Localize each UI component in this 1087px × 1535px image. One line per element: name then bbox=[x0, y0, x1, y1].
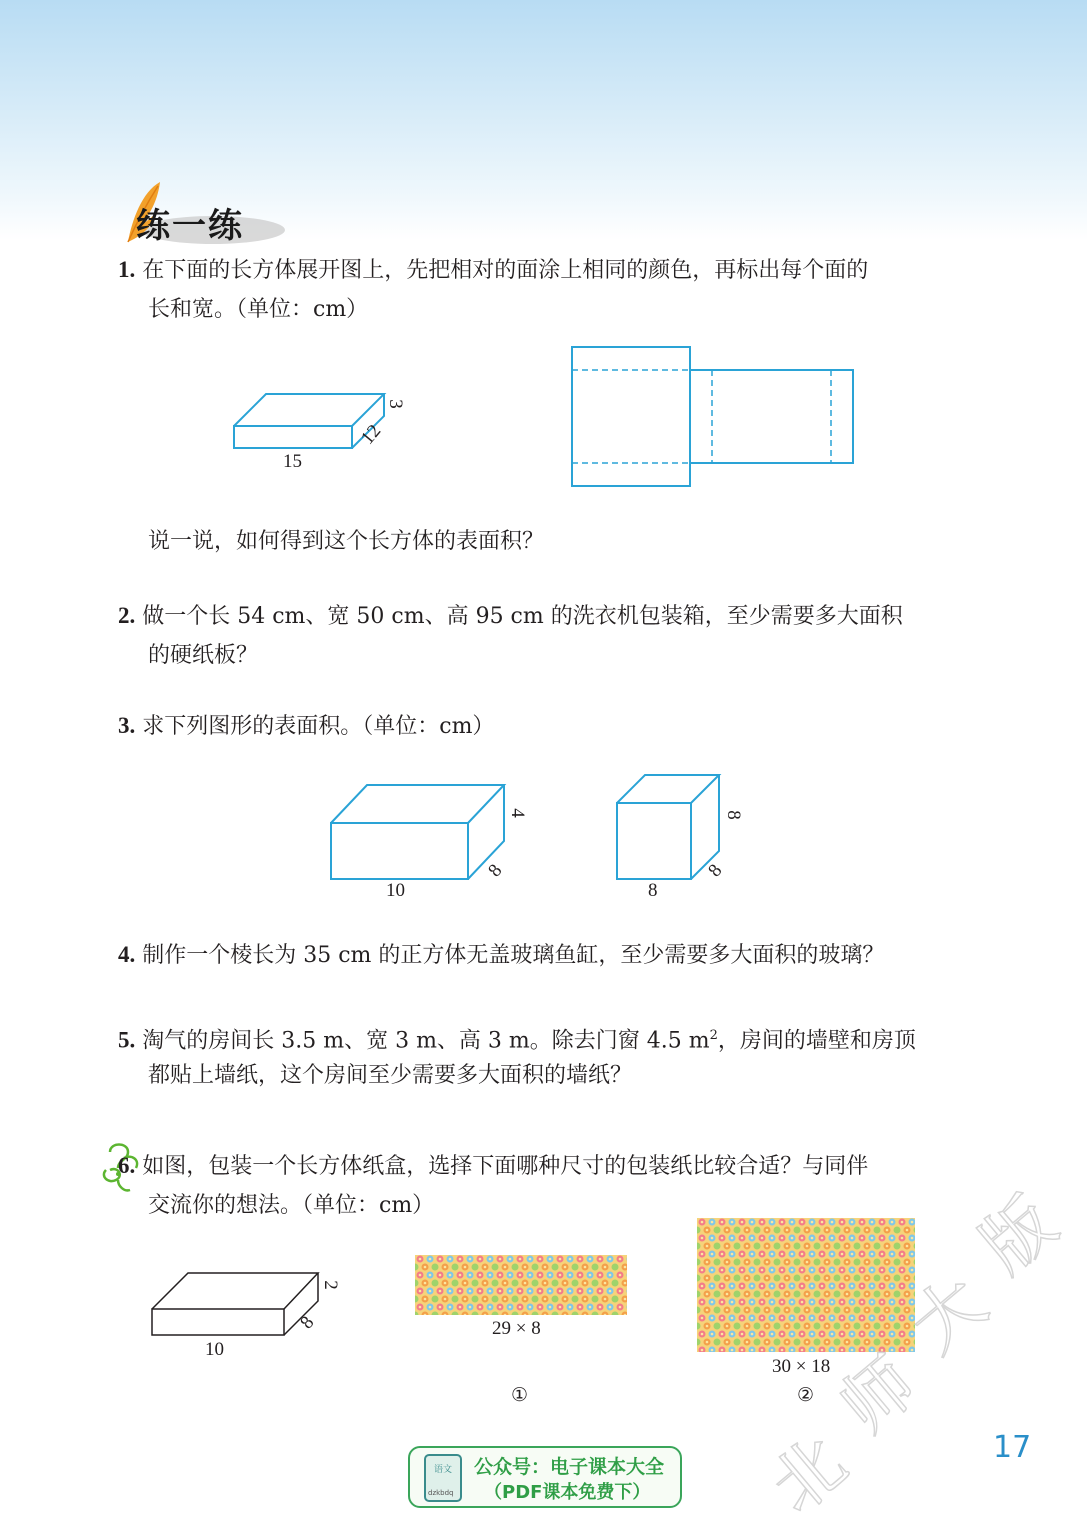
q1-length-label: 15 bbox=[283, 451, 302, 472]
book-icon bbox=[424, 1454, 462, 1502]
watermark-char-3: 大 bbox=[895, 1260, 1002, 1369]
question-1-text: 在下面的长方体展开图上，先把相对的面涂上相同的颜色，再标出每个面的 bbox=[142, 258, 869, 283]
question-5-line-1 bbox=[118, 1016, 916, 1061]
q1-net-diagram bbox=[570, 345, 860, 490]
question-5-superscript: 2 bbox=[709, 1028, 718, 1043]
question-1-number: 1. bbox=[118, 257, 136, 282]
q3-cube-length-label: 8 bbox=[648, 880, 658, 901]
banner-line-2: （PDF课本免费下） bbox=[484, 1482, 651, 1503]
question-2-line-1 bbox=[118, 596, 903, 637]
question-5-number: 5. bbox=[118, 1027, 136, 1053]
question-2-text: 做一个长 54 cm、宽 50 cm、高 95 cm 的洗衣机包装箱，至少需要多大面积 bbox=[142, 604, 903, 629]
q1-height-label: 3 bbox=[384, 399, 406, 409]
book-icon-subtext: dzkbdq bbox=[428, 1489, 454, 1497]
question-3-line-1 bbox=[118, 706, 494, 747]
q3-cuboid-diagram bbox=[329, 783, 509, 883]
q3-box-height-label: 4 bbox=[506, 808, 528, 818]
question-3-text: 求下列图形的表面积。（单位：cm） bbox=[142, 714, 495, 739]
section-title-text: 练一练 bbox=[136, 206, 244, 246]
q1-width-label: 12 bbox=[356, 420, 386, 449]
publisher-watermark bbox=[740, 1180, 1080, 1529]
question-4-line-1 bbox=[118, 935, 884, 976]
q3-cube-height-label: 8 bbox=[722, 810, 744, 820]
question-5-text-a: 淘气的房间长 3.5 m、宽 3 m、高 3 m。除去门窗 4.5 m bbox=[142, 1028, 710, 1054]
q3-box-width-label: 8 bbox=[484, 860, 507, 882]
question-6-line-2: 交流你的想法。（单位：cm） bbox=[148, 1193, 435, 1218]
watermark-char-4: 版 bbox=[965, 1180, 1072, 1289]
watermark-char-1: 北 bbox=[755, 1420, 862, 1529]
question-2-number: 2. bbox=[118, 603, 136, 628]
paper-1-size-label: 29 × 8 bbox=[492, 1318, 541, 1339]
wrapping-paper-1 bbox=[415, 1255, 627, 1315]
question-4-text: 制作一个棱长为 35 cm 的正方体无盖玻璃鱼缸，至少需要多大面积的玻璃？ bbox=[142, 943, 885, 968]
question-6-text: 如图，包装一个长方体纸盒，选择下面哪种尺寸的包装纸比较合适？与同伴 bbox=[142, 1154, 869, 1179]
question-2-line-2: 的硬纸板？ bbox=[148, 643, 259, 668]
page-number: 17 bbox=[993, 1430, 1032, 1465]
q6-box-diagram bbox=[150, 1271, 325, 1341]
q3-box-length-label: 10 bbox=[386, 880, 405, 901]
question-1-line-1 bbox=[118, 250, 868, 291]
q6-box-width-label: 8 bbox=[296, 1312, 319, 1334]
q6-box-length-label: 10 bbox=[205, 1339, 224, 1360]
promo-banner[interactable] bbox=[408, 1446, 682, 1508]
section-title bbox=[118, 180, 288, 250]
question-4-number: 4. bbox=[118, 942, 136, 967]
question-5-line-2: 都贴上墙纸，这个房间至少需要多大面积的墙纸？ bbox=[148, 1063, 633, 1088]
q6-box-height-label: 2 bbox=[319, 1280, 341, 1290]
question-6-number: 6. bbox=[118, 1153, 136, 1178]
book-icon-text: 语文 bbox=[434, 1465, 453, 1475]
paper-1-marker: ① bbox=[511, 1385, 529, 1406]
question-1-line-2: 长和宽。（单位：cm） bbox=[148, 297, 369, 322]
paper-2-marker: ② bbox=[797, 1385, 815, 1406]
question-3-number: 3. bbox=[118, 713, 136, 738]
watermark-char-2: 师 bbox=[825, 1340, 932, 1449]
banner-line-1: 公众号：电子课本大全 bbox=[474, 1456, 665, 1478]
question-1-discuss: 说一说，如何得到这个长方体的表面积？ bbox=[148, 529, 545, 554]
paper-2-size-label: 30 × 18 bbox=[772, 1356, 831, 1377]
q3-cube-width-label: 8 bbox=[704, 860, 727, 882]
question-5-text-b: ，房间的墙壁和房顶 bbox=[717, 1028, 916, 1054]
